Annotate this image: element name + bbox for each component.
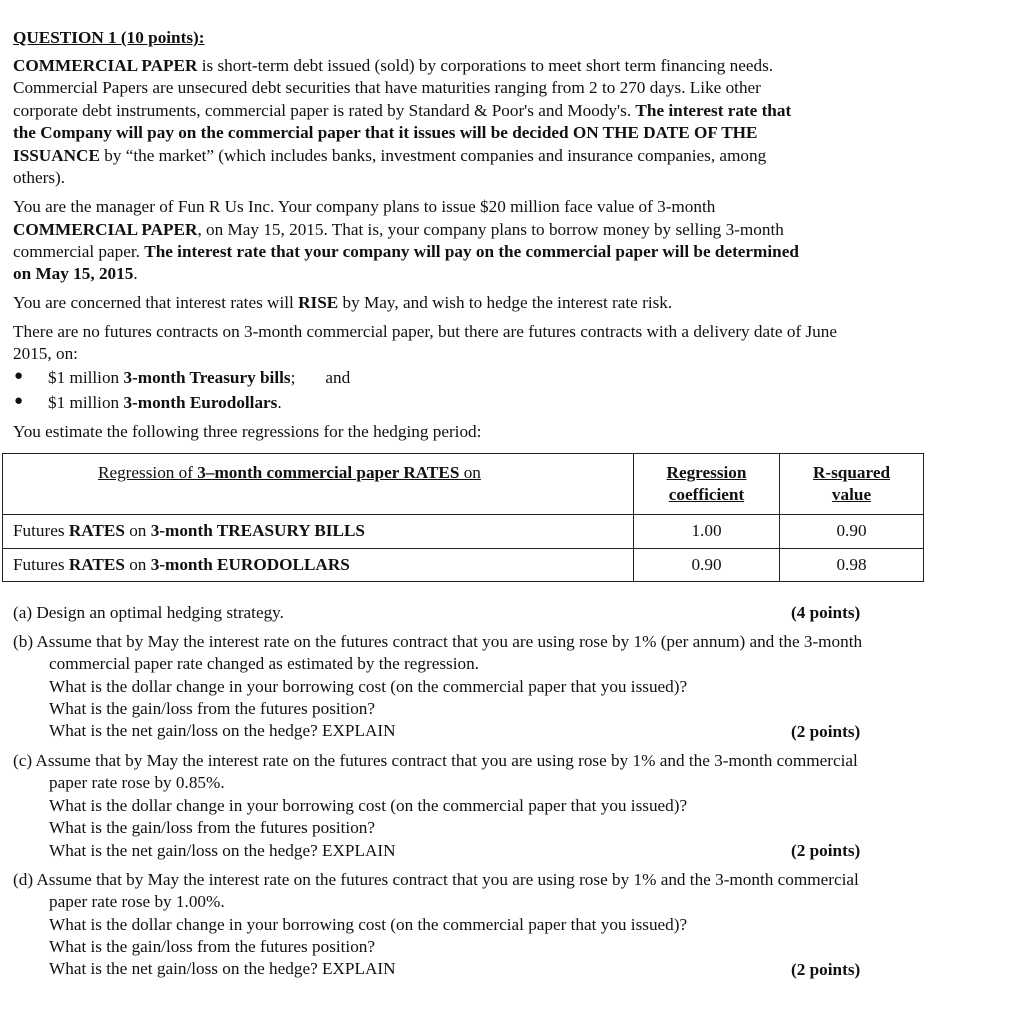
table-row-label: Futures RATES on 3-month TREASURY BILLS: [13, 521, 365, 540]
table-header-rsquared: R-squared value: [812, 463, 891, 504]
table-cell-coefficient: 1.00: [691, 521, 722, 540]
scenario-line-1: You are the manager of Fun R Us Inc. Your company plans to issue $20 million face value of 3-month: [13, 197, 716, 216]
concern-line: You are concerned that interest rates will RISE by May, and wish to hedge the interest rate risk.: [13, 293, 673, 312]
part-b-q2: What is the gain/loss from the futures position?: [49, 699, 376, 718]
scenario-line-3: commercial paper. The interest rate that your company will pay on the commercial paper will be determined: [13, 242, 799, 261]
futures-line-2: 2015, on:: [13, 344, 78, 363]
intro-line-2: Commercial Papers are unsecured debt securities that have maturities ranging from 2 to 270 days. Like other: [13, 78, 761, 97]
intro-line-1: COMMERCIAL PAPER is short-term debt issued (sold) by corporations to meet short term financing needs.: [13, 56, 774, 75]
part-b-q3: What is the net gain/loss on the hedge? EXPLAIN: [49, 721, 396, 740]
bullet-dot: ●: [14, 368, 24, 384]
part-c-q2: What is the gain/loss from the futures position?: [49, 818, 376, 837]
part-a-points: (4 points): [791, 603, 861, 622]
table-divider: [3, 514, 923, 515]
part-c-points: (2 points): [791, 841, 861, 860]
intro-line-4: the Company will pay on the commercial paper that it issues will be decided ON THE DATE OF THE: [13, 123, 758, 142]
part-d-q3: What is the net gain/loss on the hedge? EXPLAIN: [49, 959, 396, 978]
part-b-q1: What is the dollar change in your borrowing cost (on the commercial paper that you issued)?: [49, 677, 688, 696]
part-b-line-1: (b) Assume that by May the interest rate on the futures contract that you are using rose by 1% (per annum) and the 3-month: [13, 632, 863, 651]
bullet-item-tbills: $1 million 3-month Treasury bills; and: [48, 368, 351, 387]
intro-line-3: corporate debt instruments, commercial paper is rated by Standard & Poor's and Moody's. The interest rate that: [13, 101, 792, 120]
table-cell-rsquared: 0.90: [836, 521, 867, 540]
part-d-line-1: (d) Assume that by May the interest rate on the futures contract that you are using rose by 1% and the 3-month commercial: [13, 870, 859, 889]
regression-intro: You estimate the following three regressions for the hedging period:: [13, 422, 482, 441]
scenario-line-4: on May 15, 2015.: [13, 264, 138, 283]
table-row-label: Futures RATES on 3-month EURODOLLARS: [13, 555, 350, 574]
regression-table: [2, 453, 924, 582]
table-cell-coefficient: 0.90: [691, 555, 722, 574]
intro-line-6: others).: [13, 168, 66, 187]
part-d-points: (2 points): [791, 960, 861, 979]
table-divider: [3, 548, 923, 549]
part-d-line-2: paper rate rose by 1.00%.: [49, 892, 225, 911]
part-b-points: (2 points): [791, 722, 861, 741]
table-header-coefficient: Regression coefficient: [666, 463, 747, 504]
part-b-line-2: commercial paper rate changed as estimated by the regression.: [49, 654, 479, 673]
part-c-q3: What is the net gain/loss on the hedge? EXPLAIN: [49, 841, 396, 860]
bullet-item-eurodollars: $1 million 3-month Eurodollars.: [48, 393, 282, 412]
part-d-q1: What is the dollar change in your borrowing cost (on the commercial paper that you issued)?: [49, 915, 688, 934]
intro-line-5: ISSUANCE by “the market” (which includes banks, investment companies and insurance companies, among: [13, 146, 767, 165]
table-header-regression: Regression of 3–month commercial paper RATES on: [98, 463, 481, 482]
part-c-line-2: paper rate rose by 0.85%.: [49, 773, 225, 792]
bullet-dot: ●: [14, 393, 24, 409]
part-a-question: (a) Design an optimal hedging strategy.: [13, 603, 284, 622]
question-title: QUESTION 1 (10 points):: [13, 28, 205, 47]
futures-line-1: There are no futures contracts on 3-month commercial paper, but there are futures contracts with a delivery date of June: [13, 322, 837, 341]
scenario-line-2: COMMERCIAL PAPER, on May 15, 2015. That is, your company plans to borrow money by selling 3-month: [13, 220, 784, 239]
part-c-q1: What is the dollar change in your borrowing cost (on the commercial paper that you issued)?: [49, 796, 688, 815]
part-c-line-1: (c) Assume that by May the interest rate on the futures contract that you are using rose by 1% and the 3-month commercial: [13, 751, 858, 770]
part-d-q2: What is the gain/loss from the futures position?: [49, 937, 376, 956]
table-cell-rsquared: 0.98: [836, 555, 867, 574]
